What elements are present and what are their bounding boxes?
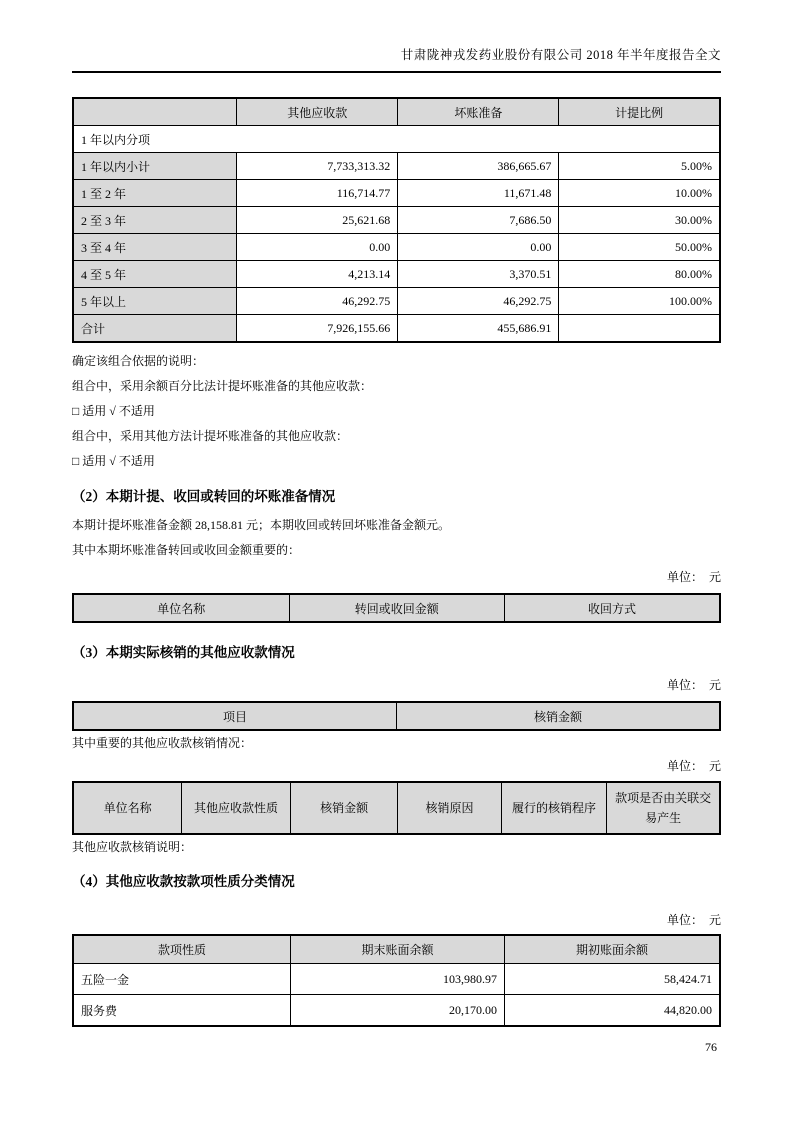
nature-table-header-row (73, 935, 720, 964)
header-cell-item: 项目 (73, 702, 397, 730)
unit-label: 单位： 元 (666, 759, 721, 773)
section-2-paragraph: 本期计提坏账准备金额 28,158.81 元；本期收回或转回坏账准备金额元。 (72, 518, 451, 532)
unit-label: 单位： 元 (666, 913, 721, 927)
cell-other-receivables: 0.00 (237, 234, 398, 261)
cell-other-receivables: 46,292.75 (237, 288, 398, 315)
row-label: 合计 (73, 315, 237, 343)
writeoff-detail-table (72, 781, 721, 835)
note-line: 组合中，采用余额百分比法计提坏账准备的其他应收款： (72, 379, 373, 393)
table-row (73, 964, 720, 995)
writeoff-detail-header-row (73, 782, 720, 834)
cell-bad-debt: 11,671.48 (398, 180, 559, 207)
header-cell-bad-debt-provision: 坏账准备 (398, 98, 559, 126)
header-cell-provision-ratio: 计提比例 (559, 98, 720, 126)
cell-bad-debt: 7,686.50 (398, 207, 559, 234)
row-label: 服务费 (73, 995, 290, 1027)
table-row (73, 153, 720, 180)
header-cell-writeoff-procedure: 履行的核销程序 (501, 782, 606, 834)
report-header-title: 甘肃陇神戎发药业股份有限公司 2018 年半年度报告全文 (72, 45, 721, 73)
aging-analysis-table (72, 97, 721, 343)
note-line: 确定该组合依据的说明： (72, 354, 205, 368)
header-cell-writeoff-amount: 核销金额 (397, 702, 721, 730)
cell-ratio: 5.00% (559, 153, 720, 180)
header-cell-unit-name: 单位名称 (73, 594, 289, 622)
writeoff-summary-table (72, 701, 721, 731)
header-cell-reversal-amount: 转回或收回金额 (289, 594, 504, 622)
table-row (73, 288, 720, 315)
cell-other-receivables: 7,733,313.32 (237, 153, 398, 180)
cell-beginning-balance: 44,820.00 (505, 995, 720, 1027)
header-cell-ending-balance: 期末账面余额 (290, 935, 504, 964)
cell-ratio: 100.00% (559, 288, 720, 315)
group-row-label: 1 年以内分项 (73, 126, 720, 153)
cell-bad-debt: 386,665.67 (398, 153, 559, 180)
cell-ratio: 50.00% (559, 234, 720, 261)
cell-ending-balance: 103,980.97 (290, 964, 504, 995)
note-line: 组合中，采用其他方法计提坏账准备的其他应收款： (72, 429, 349, 443)
header-cell-writeoff-reason: 核销原因 (398, 782, 502, 834)
recovery-table-header-row (73, 594, 720, 622)
row-label: 五险一金 (73, 964, 290, 995)
section-3-title: （3）本期实际核销的其他应收款情况 (72, 645, 295, 660)
table-row (73, 180, 720, 207)
header-cell-unit-name: 单位名称 (73, 782, 182, 834)
cell-bad-debt: 3,370.51 (398, 261, 559, 288)
header-cell-writeoff-amount: 核销金额 (290, 782, 397, 834)
header-cell-nature: 款项性质 (73, 935, 290, 964)
table-row (73, 261, 720, 288)
cell-other-receivables: 7,926,155.66 (237, 315, 398, 343)
aging-table-header-row (73, 98, 720, 126)
header-cell-receivable-nature: 其他应收款性质 (182, 782, 291, 834)
table-row (73, 207, 720, 234)
nature-classification-table (72, 934, 721, 1027)
unit-label: 单位： 元 (666, 678, 721, 692)
section-2-paragraph: 其中本期坏账准备转回或收回金额重要的： (72, 543, 301, 557)
table-row (73, 995, 720, 1027)
section-3-paragraph: 其他应收款核销说明： (72, 840, 193, 854)
section-2-title: （2）本期计提、收回或转回的坏账准备情况 (72, 489, 336, 504)
row-label: 2 至 3 年 (73, 207, 237, 234)
cell-ending-balance: 20,170.00 (290, 995, 504, 1027)
header-cell-recovery-method: 收回方式 (505, 594, 720, 622)
cell-other-receivables: 116,714.77 (237, 180, 398, 207)
cell-bad-debt: 455,686.91 (398, 315, 559, 343)
cell-other-receivables: 4,213.14 (237, 261, 398, 288)
header-cell-beginning-balance: 期初账面余额 (505, 935, 720, 964)
combination-notes (72, 349, 721, 474)
row-label: 1 年以内小计 (73, 153, 237, 180)
table-row (73, 234, 720, 261)
page-number: 76 (705, 1040, 717, 1054)
cell-beginning-balance: 58,424.71 (505, 964, 720, 995)
row-label: 5 年以上 (73, 288, 237, 315)
header-cell-blank (73, 98, 237, 126)
header-cell-related-transaction: 款项是否由关联交易产生 (607, 782, 720, 834)
cell-ratio: 30.00% (559, 207, 720, 234)
aging-group-row (73, 126, 720, 153)
unit-label: 单位： 元 (666, 570, 721, 584)
table-total-row (73, 315, 720, 343)
section-3-paragraph: 其中重要的其他应收款核销情况： (72, 736, 253, 750)
row-label: 1 至 2 年 (73, 180, 237, 207)
section-4-title: （4）其他应收款按款项性质分类情况 (72, 874, 295, 889)
cell-bad-debt: 0.00 (398, 234, 559, 261)
row-label: 4 至 5 年 (73, 261, 237, 288)
cell-bad-debt: 46,292.75 (398, 288, 559, 315)
cell-ratio (559, 315, 720, 343)
header-cell-other-receivables: 其他应收款 (237, 98, 398, 126)
writeoff-summary-header-row (73, 702, 720, 730)
note-applicability-line: □ 适用 √ 不适用 (72, 454, 155, 468)
recovery-reversal-table (72, 593, 721, 623)
cell-other-receivables: 25,621.68 (237, 207, 398, 234)
cell-ratio: 10.00% (559, 180, 720, 207)
cell-ratio: 80.00% (559, 261, 720, 288)
note-applicability-line: □ 适用 √ 不适用 (72, 404, 155, 418)
row-label: 3 至 4 年 (73, 234, 237, 261)
